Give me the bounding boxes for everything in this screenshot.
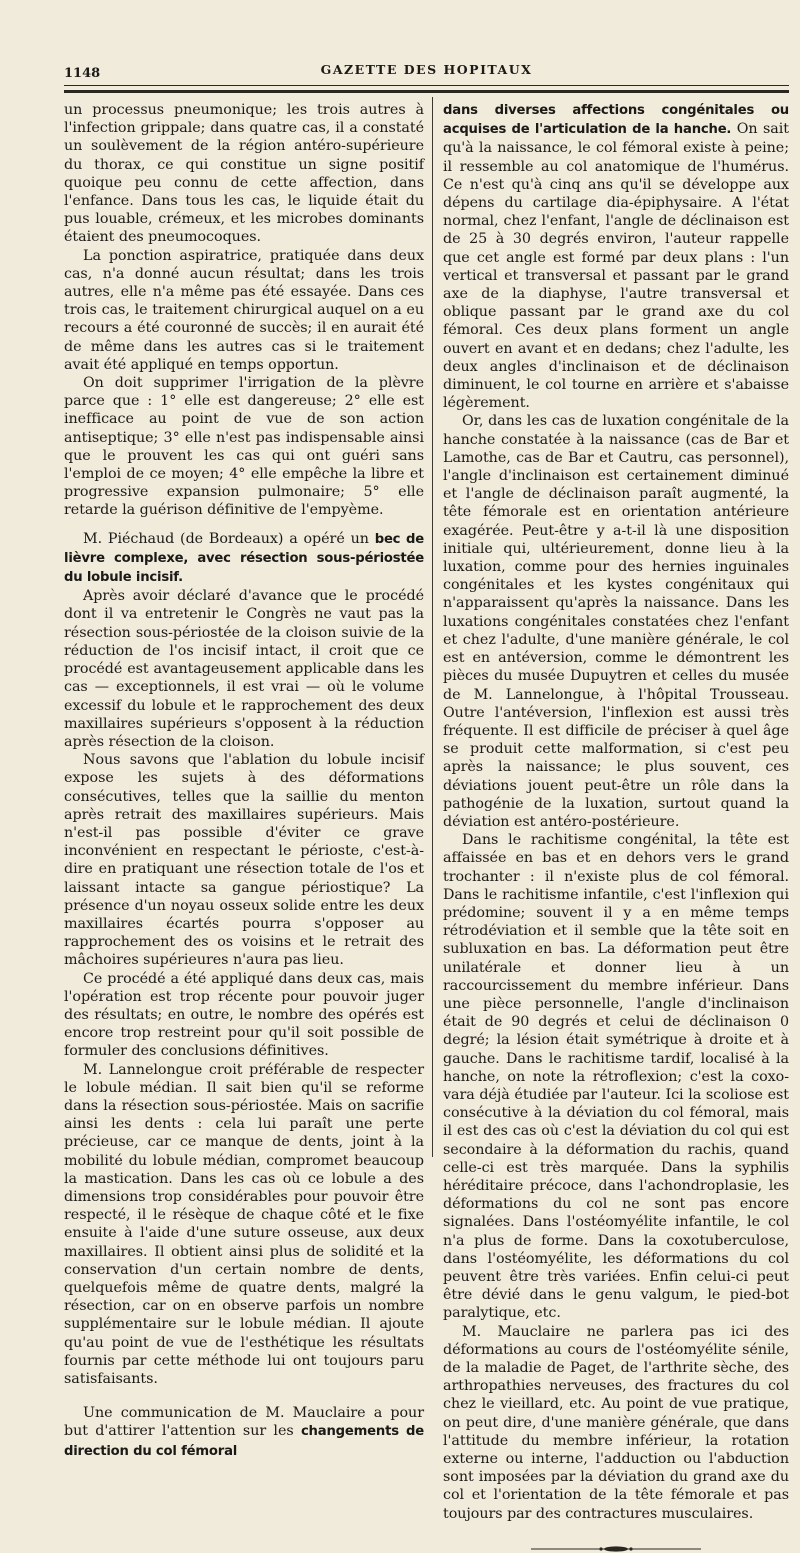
paragraph: La ponction aspiratrice, pratiquée dans deux cas, n'a donné aucun résultat; dans les trois autres, elle n'a même pas été essayée. Dans ces trois cas, le traitement chirurgical auquel on a eu recours a été couronné de succès; il en aurait été de même dans les autres cas si le traitement avait été appliqué en temps opportun. — [64, 247, 424, 373]
section-intro — [64, 530, 424, 588]
paragraph: Ce procédé a été appliqué dans deux cas, mais l'opération est trop récente pour pouvoir juger des résultats; en outre, le nombre des opérés est encore trop restreint pour qu'il soit possible de formuler des conclusions définitives. — [64, 970, 424, 1060]
paragraph: M. Lannelongue croit préférable de respecter le lobule médian. Il sait bien qu'il se reforme dans la résection sous-périostée. Mais on sacrifie ainsi les dents : cela lui paraît une perte précieuse, car ce manque de dents, joint à la mobilité du lobule médian, compromet beaucoup la mastication. Dans les cas où ce lobule a des dimensions trop considérables pour pouvoir être respecté, il le résèque de chaque côté et le fixe ensuite à l'aide d'une suture osseuse, aux deux maxillaires. Il obtient ainsi plus de solidité et la conservation d'un certain nombre de dents, quelquefois même de quatre dents, malgré la résection, car on en observe parfois un nombre supplémentaire sur le lobule médian. Il ajoute qu'au point de vue de l'esthétique les résultats fournis par cette méthode lui ont toujours paru satisfaisants. — [64, 1061, 424, 1388]
paragraph: Après avoir déclaré d'avance que le procédé dont il va entretenir le Congrès ne vaut pas la résection sous-périostée de la cloison suivie de la réduction de l'os incisif intact, il croit que ce procédé est avantageusement applicable dans les cas — exceptionnels, il est vrai — où le volume excessif du lobule et le rapprochement des deux maxillaires supérieurs s'opposent à la réduction après résection de la cloison. — [64, 588, 424, 750]
header-rule-thick — [64, 90, 789, 93]
intro-text: Une communication de M. Mauclaire a pour but d'attirer l'attention sur les — [64, 1405, 424, 1440]
paragraph: Nous savons que l'ablation du lobule incisif expose les sujets à des déformations consécutives, telles que la saillie du menton après retrait des maxillaires supérieurs. Mais n'est-il pas possible d'éviter ce grave inconvénient en respectant le périoste, c'est-à-dire en pratiquant une résection totale de l'os et laissant intacte sa gangue périostique? La présence d'un noyau osseux solide entre les deux maxillaires écartés pourra s'opposer au rapprochement des os voisins et le retrait des mâchoires supérieures n'aura pas lieu. — [64, 752, 424, 969]
paragraph-text: On sait qu'à la naissance, le col fémoral existe à peine; il ressemble au col anatomique de l'humérus. Ce n'est qu'à cinq ans qu'il se développe aux dépens du cartilage dia-épiphysaire. A l'état normal, chez l'enfant, l'angle de déclinaison est de 25 à 30 degrés environ, l'auteur rappelle que cet angle est formé par deux plans : l'un vertical et transversal et passant par le grand axe de la diaphyse, l'autre transversal et oblique passant par le grand axe du col fémoral. Ces deux plans forment un angle ouvert en avant et en dedans; chez l'adulte, les deux angles d'inclinaison et de déclinaison diminuent, le col tourne en arrière et s'abaisse légèrement. — [443, 121, 789, 412]
column-divider — [432, 97, 433, 1157]
running-title: GAZETTE DES HOPITAUX — [320, 62, 533, 77]
page-number: 1148 — [64, 66, 101, 81]
section-intro — [64, 1404, 424, 1461]
intro-text: M. Piéchaud (de Bordeaux) a opéré un — [83, 530, 375, 547]
left-column — [64, 101, 424, 1461]
paragraph: Dans le rachitisme congénital, la tête est affaissée en bas et en dehors vers le grand trochanter : il n'existe plus de col fémoral. Dans le rachitisme infantile, c'est l'inflexion qui prédomine; souvent il y a en même temps rétrodéviation et il semble que la tête soit en subluxation en bas. La déformation peut être unilatérale et donner lieu à un raccourcissement du membre inférieur. Dans une pièce personnelle, l'angle d'inclinaison était de 90 degrés et celui de déclinaison 0 degré; la lésion était symétrique à droite et à gauche. Dans le rachitisme tardif, localisé à la hanche, on note la rétroflexion; c'est la coxo-vara déjà étudiée par l'auteur. Ici la scoliose est consécutive à la déviation du col fémoral, mais il est des cas où c'est la déviation du col qui est secondaire à la déformation du rachis, quand celle-ci est très marquée. Dans la syphilis héréditaire précoce, dans l'achondroplasie, les déformations du col ne sont pas encore signalées. Dans l'ostéomyélite infantile, le col n'a plus de forme. Dans la coxotuberculose, dans l'ostéomyélite, les déformations du col peuvent être très variées. Enfin celui-ci peut être dévié dans le genu valgum, le pied-bot paralytique, etc. — [443, 832, 789, 1322]
header-rule-thin — [64, 85, 789, 86]
section-continuation — [443, 101, 789, 412]
ornamental-rule-icon — [531, 1545, 701, 1553]
paragraph: un processus pneumonique; les trois autres à l'infection grippale; dans quatre cas, il a constaté un soulèvement de la région antéro-supérieure du thorax, ce qui constitue un signe positif quoique peu connu de cette affection, dans l'enfance. Dans tous les cas, le liquide était du pus louable, crémeux, et les microbes dominants étaient des pneumocoques. — [64, 102, 424, 246]
paragraph: On doit supprimer l'irrigation de la plèvre parce que : 1° elle est dangereuse; 2° elle est inefficace au point de vue de son action antiseptique; 3° elle n'est pas indispensable ainsi que le prouvent les cas qui ont guéri sans l'emploi de ce moyen; 4° elle empêche la libre et progressive expansion pulmonaire; 5° elle retarde la guérison définitive de l'empyème. — [64, 375, 424, 519]
section-heading: bec de lièvre complexe, avec résection sous-périostée du lobule incisif. — [64, 531, 424, 586]
page-header — [64, 58, 789, 80]
section-heading: changements de direction du col fémoral — [64, 1424, 425, 1459]
right-column — [443, 101, 789, 1553]
section-heading: dans diverses affections congénitales ou acquises de l'articulation de la hanche. — [443, 103, 789, 138]
paragraph: M. Mauclaire ne parlera pas ici des déformations au cours de l'ostéomyélite sénile, de la maladie de Paget, de l'arthrite sèche, des arthropathies nerveuses, des fractures du col chez le vieillard, etc. Au point de vue pratique, on peut dire, d'une manière générale, que dans l'attitude du membre inférieur, la rotation externe ou interne, l'adduction ou l'abduction sont imposées par la déviation du grand axe du col et l'orientation de la tête fémorale et pas toujours par des contractures musculaires. — [443, 1323, 789, 1522]
paragraph: Or, dans les cas de luxation congénitale de la hanche constatée à la naissance (cas de Bar et Lamothe, cas de Bar et Cautru, cas personnel), l'angle d'inclinaison est certainement diminué et l'angle de déclinaison paraît augmenté, la tête fémorale est en orientation antérieure exagérée. Peut-être y a-t-il là une disposition initiale qui, ultérieurement, donne lieu à la luxation, comme pour des hernies inguinales congénitales et les kystes congénitaux qui n'apparaissent qu'après la naissance. Dans les luxations congénitales constatées chez l'enfant et chez l'adulte, d'une manière générale, le col est en antéversion, comme le démontrent les pièces du musée Dupuytren et celles du musée de M. Lannelongue, à l'hôpital Trousseau. Outre l'antéversion, l'inflexion est aussi très fréquente. Il est difficile de préciser à quel âge se produit cette malformation, si c'est peu après la naissance; le plus souvent, ces déviations jouent peut-être un rôle dans la pathogénie de la luxation, surtout quand la déviation est antéro-postérieure. — [443, 413, 789, 830]
